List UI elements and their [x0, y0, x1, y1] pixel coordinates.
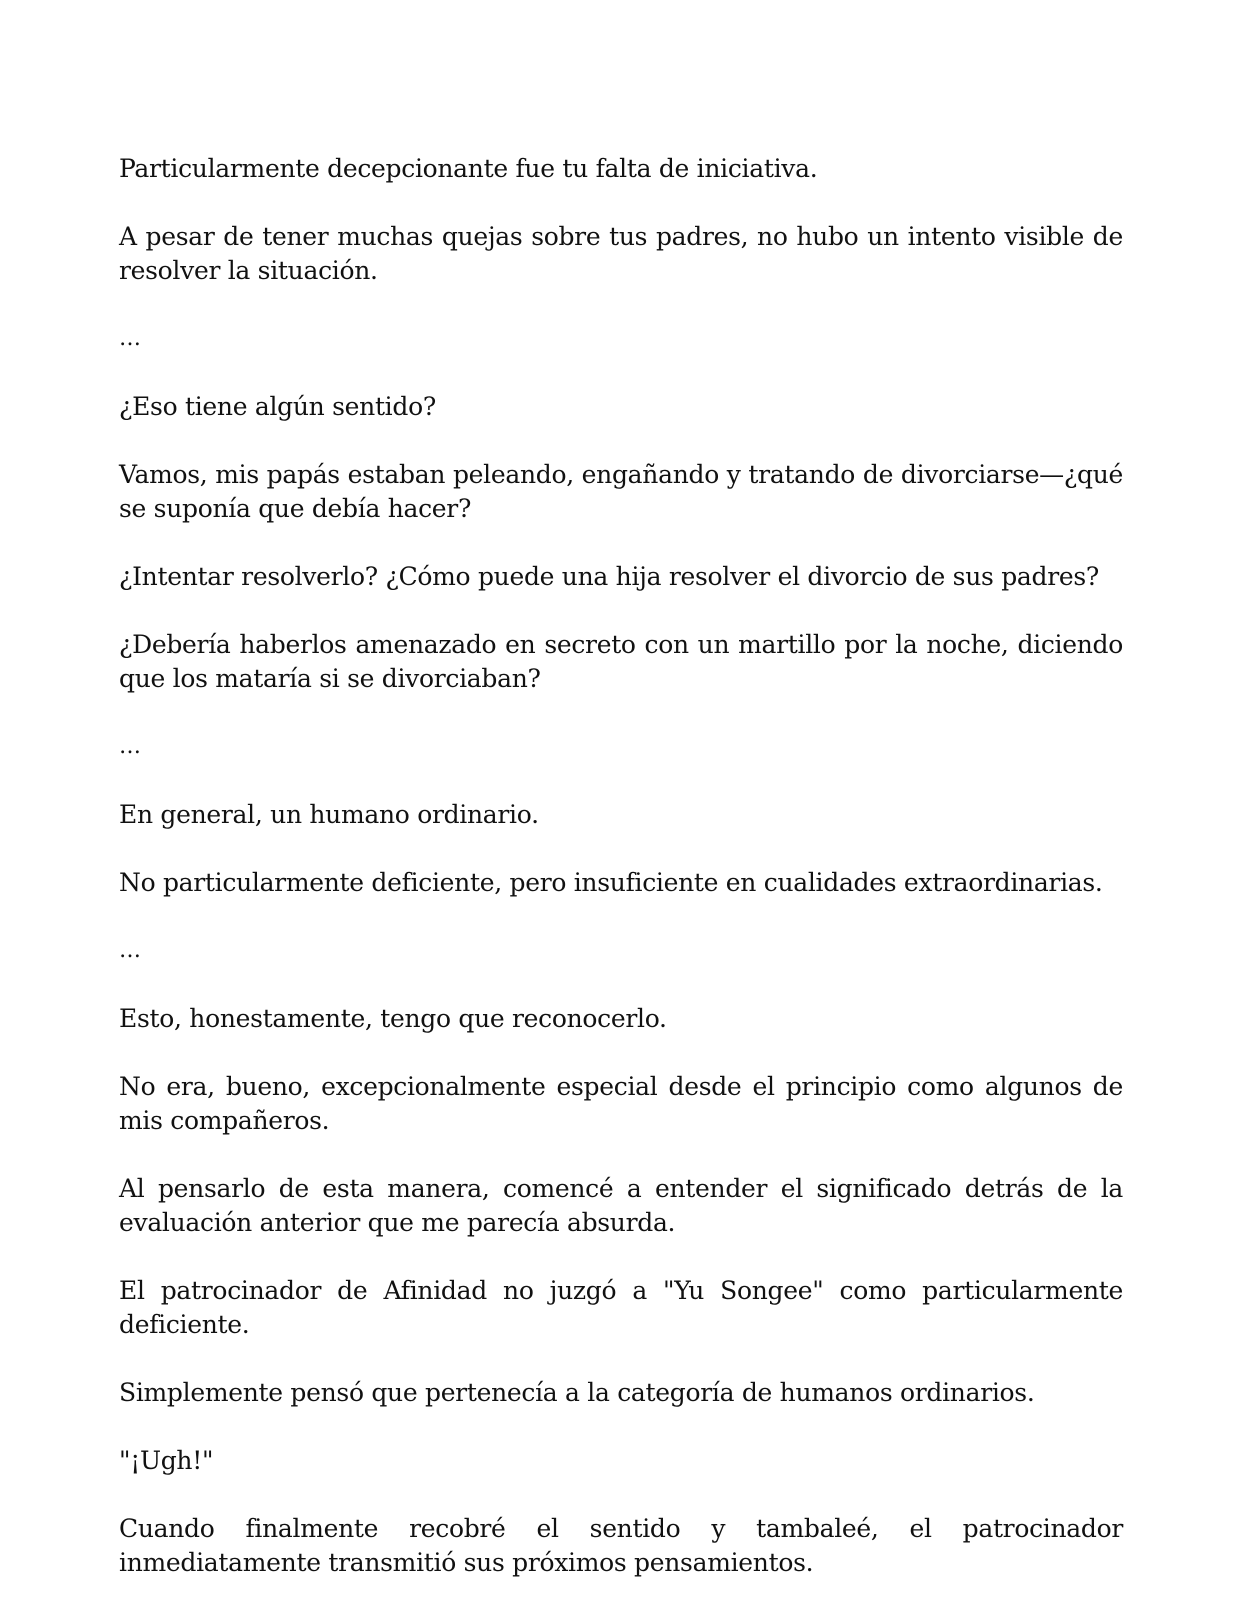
paragraph-12: El patrocinador de Afinidad no juzgó a "Yu Songee" como particularmente deficiente.	[119, 1276, 1123, 1339]
ellipsis-3: …	[119, 938, 141, 963]
paragraph-3: ¿Eso tiene algún sentido?	[119, 392, 436, 421]
paragraph-2: A pesar de tener muchas quejas sobre tus padres, no hubo un intento visible de resolver la situación.	[119, 222, 1123, 285]
paragraph-13: Simplemente pensó que pertenecía a la categoría de humanos ordinarios.	[119, 1378, 1035, 1407]
paragraph-8: No particularmente deficiente, pero insuficiente en cualidades extraordinarias.	[119, 868, 1103, 897]
ellipsis-2: …	[119, 734, 141, 759]
paragraph-15: Cuando finalmente recobré el sentido y tambaleé, el patrocinador inmediatamente transmitió sus próximos pensamientos.	[119, 1514, 1123, 1577]
paragraph-1: Particularmente decepcionante fue tu falta de iniciativa.	[119, 154, 818, 183]
paragraph-5: ¿Intentar resolverlo? ¿Cómo puede una hija resolver el divorcio de sus padres?	[119, 562, 1099, 591]
paragraph-9: Esto, honestamente, tengo que reconocerlo.	[119, 1004, 667, 1033]
paragraph-14: "¡Ugh!"	[119, 1446, 214, 1475]
document-page	[119, 152, 1123, 1614]
paragraph-10: No era, bueno, excepcionalmente especial desde el principio como algunos de mis compañeros.	[119, 1072, 1123, 1135]
paragraph-11: Al pensarlo de esta manera, comencé a entender el significado detrás de la evaluación anterior que me parecía absurda.	[119, 1174, 1123, 1237]
paragraph-7: En general, un humano ordinario.	[119, 800, 539, 829]
paragraph-4: Vamos, mis papás estaban peleando, engañando y tratando de divorciarse—¿qué se suponía que debía hacer?	[119, 460, 1123, 523]
ellipsis-1: …	[119, 326, 141, 351]
paragraph-6: ¿Debería haberlos amenazado en secreto con un martillo por la noche, diciendo que los mataría si se divorciaban?	[119, 630, 1123, 693]
